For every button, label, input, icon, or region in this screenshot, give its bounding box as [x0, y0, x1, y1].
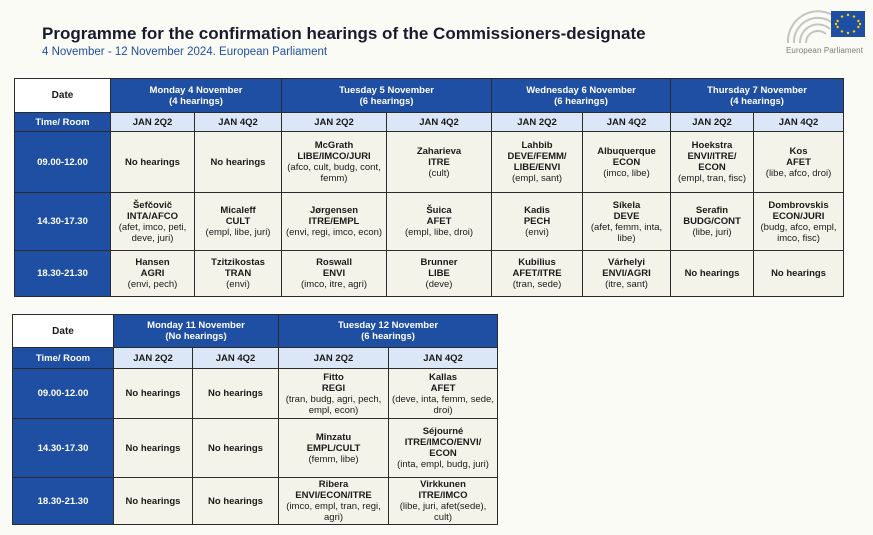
time-room-label: Time/ Room — [15, 113, 111, 132]
room-header: JAN 2Q2 — [671, 113, 754, 132]
hearing-cell: Síkela DEVE (afet, femm, inta, libe) — [583, 193, 671, 251]
room-header: JAN 4Q2 — [583, 113, 671, 132]
hearing-cell: Mînzatu EMPL/CULT (femm, libe) — [279, 419, 389, 478]
table-row — [15, 251, 844, 297]
hearing-cell: No hearings — [754, 251, 844, 297]
hearing-cell: Hansen AGRI (envi, pech) — [111, 251, 195, 297]
hearing-cell: No hearings — [114, 419, 193, 478]
time-slot: 18.30-21.30 — [15, 251, 111, 297]
table-row — [13, 369, 498, 419]
day-header: Tuesday 12 November (6 hearings) — [279, 315, 498, 348]
hearing-cell: No hearings — [193, 369, 279, 419]
time-slot: 14.30-17.30 — [13, 419, 114, 478]
time-room-label: Time/ Room — [13, 348, 114, 369]
room-header: JAN 2Q2 — [111, 113, 195, 132]
table-row — [15, 132, 844, 193]
hearing-cell: Kallas AFET (deve, inta, femm, sede, droi) — [389, 369, 498, 419]
time-slot: 09.00-12.00 — [13, 369, 114, 419]
day-header: Monday 11 November (No hearings) — [114, 315, 279, 348]
hearing-cell: Jørgensen ITRE/EMPL (envi, regi, imco, econ) — [282, 193, 387, 251]
table-row — [13, 419, 498, 478]
hearing-cell: No hearings — [193, 419, 279, 478]
hemicycle-icon — [788, 11, 838, 43]
room-header: JAN 4Q2 — [387, 113, 492, 132]
room-header: JAN 2Q2 — [492, 113, 583, 132]
room-header: JAN 4Q2 — [195, 113, 282, 132]
logo-label: European Parliament — [786, 46, 864, 55]
hearing-cell: Tzitzikostas TRAN (envi) — [195, 251, 282, 297]
day-header: Tuesday 5 November (6 hearings) — [282, 79, 492, 113]
hearing-cell: Séjourné ITRE/IMCO/ENVI/ ECON (inta, empl, budg, juri) — [389, 419, 498, 478]
hearing-cell: Albuquerque ECON (imco, libe) — [583, 132, 671, 193]
hearing-cell: Roswall ENVI (imco, itre, agri) — [282, 251, 387, 297]
date-label: Date — [15, 79, 111, 113]
hearing-cell: McGrath LIBE/IMCO/JURI (afco, cult, budg, cont, femm) — [282, 132, 387, 193]
hearing-cell: No hearings — [114, 369, 193, 419]
hearing-cell: Kos AFET (libe, afco, droi) — [754, 132, 844, 193]
hearing-cell: Fitto REGI (tran, budg, agri, pech, empl, econ) — [279, 369, 389, 419]
room-header: JAN 2Q2 — [279, 348, 389, 369]
room-header: JAN 2Q2 — [114, 348, 193, 369]
hearing-cell: Zaharieva ITRE (cult) — [387, 132, 492, 193]
hearing-cell: Hoekstra ENVI/ITRE/ ECON (empl, tran, fisc) — [671, 132, 754, 193]
table-row — [13, 478, 498, 525]
hearing-cell: Ribera ENVI/ECON/ITRE (imco, empl, tran, regi, agri) — [279, 478, 389, 525]
hearing-cell: Šefčovič INTA/AFCO (afet, imco, peti, deve, juri) — [111, 193, 195, 251]
hearing-cell: Kubilius AFET/ITRE (tran, sede) — [492, 251, 583, 297]
room-header: JAN 4Q2 — [389, 348, 498, 369]
schedule-week-1 — [14, 78, 844, 297]
room-header: JAN 4Q2 — [193, 348, 279, 369]
room-header: JAN 2Q2 — [282, 113, 387, 132]
day-header: Wednesday 6 November (6 hearings) — [492, 79, 671, 113]
day-header: Thursday 7 November (4 hearings) — [671, 79, 844, 113]
room-header: JAN 4Q2 — [754, 113, 844, 132]
hearing-cell: Kadis PECH (envi) — [492, 193, 583, 251]
hearing-cell: No hearings — [193, 478, 279, 525]
page-subtitle: 4 November - 12 November 2024. European Parliament — [42, 46, 328, 58]
time-slot: 14.30-17.30 — [15, 193, 111, 251]
hearing-cell: No hearings — [671, 251, 754, 297]
hearing-cell: Lahbib DEVE/FEMM/ LIBE/ENVI (empl, sant) — [492, 132, 583, 193]
hearing-cell: Micaleff CULT (empl, libe, juri) — [195, 193, 282, 251]
hearing-cell: No hearings — [114, 478, 193, 525]
time-slot: 18.30-21.30 — [13, 478, 114, 525]
hearing-cell: No hearings — [195, 132, 282, 193]
date-label: Date — [13, 315, 114, 348]
time-slot: 09.00-12.00 — [15, 132, 111, 193]
hearing-cell: Šuica AFET (empl, libe, droi) — [387, 193, 492, 251]
day-header: Monday 4 November (4 hearings) — [111, 79, 282, 113]
hearing-cell: Dombrovskis ECON/JURI (budg, afco, empl, imco, fisc) — [754, 193, 844, 251]
hearing-cell: Várhelyi ENVI/AGRI (itre, sant) — [583, 251, 671, 297]
hearing-cell: Brunner LIBE (deve) — [387, 251, 492, 297]
page-title: Programme for the confirmation hearings of the Commissioners-designate — [42, 24, 646, 43]
hearing-cell: No hearings — [111, 132, 195, 193]
hearing-cell: Serafin BUDG/CONT (libe, juri) — [671, 193, 754, 251]
schedule-week-2 — [12, 314, 498, 525]
table-row — [15, 193, 844, 251]
hearing-cell: Virkkunen ITRE/IMCO (libe, juri, afet(sede), cult) — [389, 478, 498, 525]
